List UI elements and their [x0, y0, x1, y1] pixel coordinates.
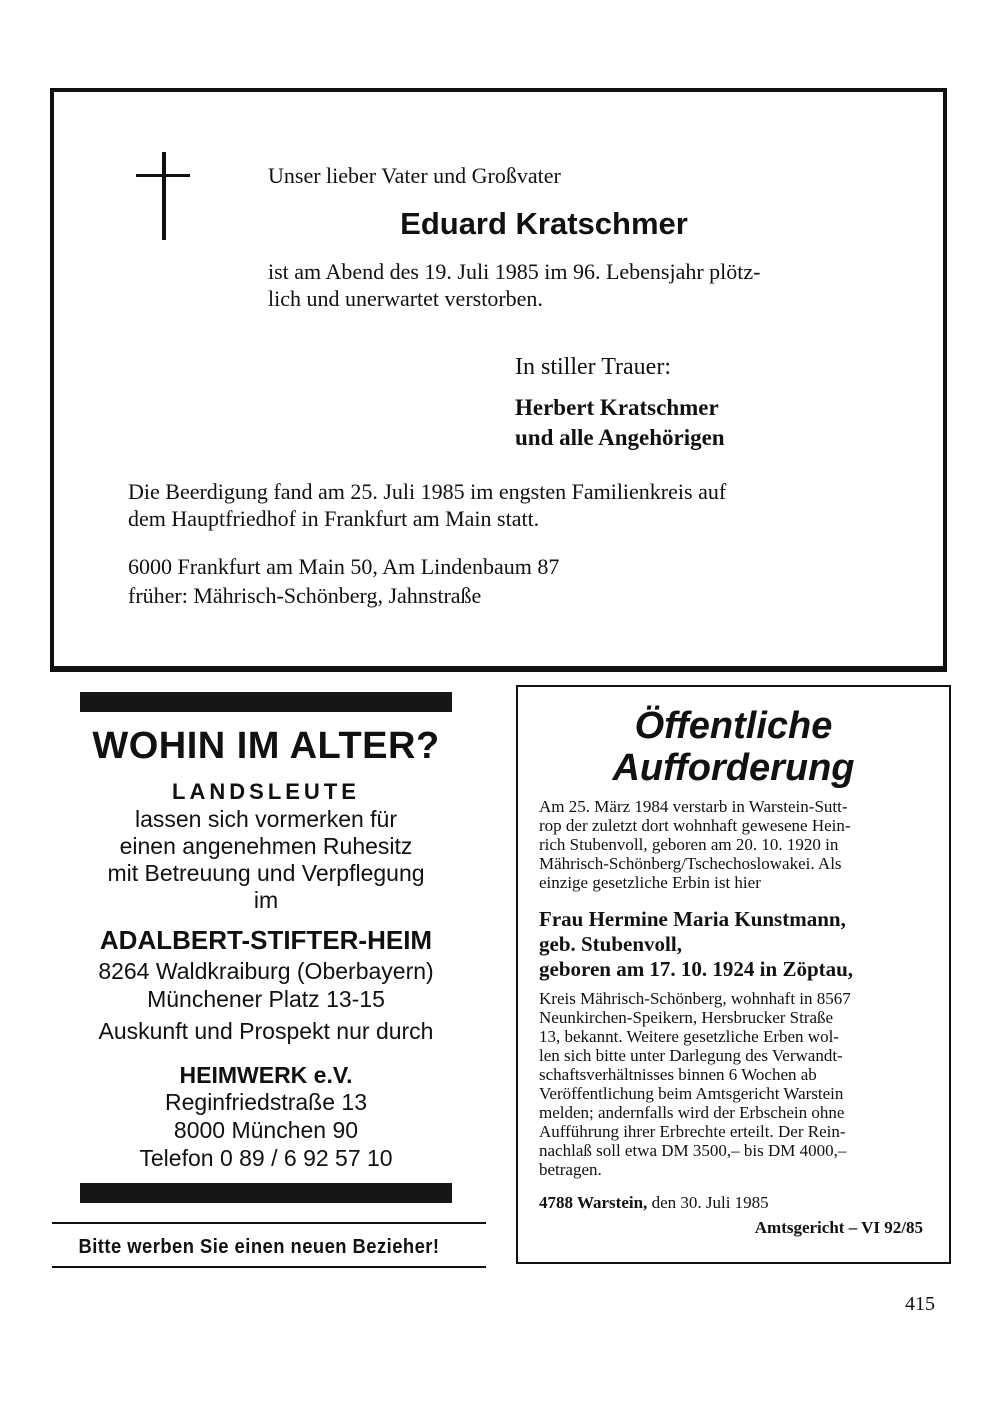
- mourner-name: Herbert Kratschmer: [515, 395, 719, 420]
- ad-home-name: ADALBERT-STIFTER-HEIM: [99, 925, 433, 955]
- text-line: 8000 München 90: [173, 1117, 359, 1143]
- notice-title: [518, 705, 949, 789]
- text-line: 13, bekannt. Weitere gesetzliche Erben wol-: [539, 1027, 839, 1046]
- ad-org-address: [60, 1088, 472, 1172]
- text-line: lich und unerwartet verstorben.: [268, 286, 543, 311]
- notice-place: 4788 Warstein,: [539, 1193, 648, 1212]
- ad-top-bar: [80, 692, 452, 712]
- ad-body: [70, 806, 462, 914]
- obituary-box: [50, 88, 947, 672]
- text-line: dem Hauptfriedhof in Frankfurt am Main statt.: [128, 506, 540, 531]
- ad-title: WOHIN IM ALTER?: [92, 725, 440, 767]
- text-line: im: [253, 887, 279, 913]
- mourning-label: In stiller Trauer:: [515, 354, 671, 380]
- text-line: Frau Hermine Maria Kunstmann,: [539, 907, 846, 931]
- text-line: Aufführung ihrer Erbrechte erteilt. Der Rein-: [539, 1122, 846, 1141]
- notice-place-date: [539, 1193, 931, 1212]
- notice-paragraph: [539, 989, 931, 1179]
- ad-home-address: [60, 957, 472, 1013]
- recruit-slogan: Bitte werben Sie einen neuen Bezieher!: [78, 1236, 440, 1258]
- text-line: lassen sich vormerken für: [134, 806, 398, 832]
- text-line: Mährisch-Schönberg/Tschechoslowakei. Als: [539, 854, 842, 873]
- text-line: Neunkirchen-Speikern, Hersbrucker Straße: [539, 1008, 834, 1027]
- text-line: ist am Abend des 19. Juli 1985 im 96. Lebensjahr plötz-: [268, 259, 761, 284]
- family-address: [128, 552, 918, 610]
- text-line: len sich bitte unter Darlegung des Verwandt-: [539, 1046, 843, 1065]
- text-line: 8264 Waldkraiburg (Oberbayern): [98, 958, 434, 984]
- heir-name: [539, 907, 931, 982]
- ad-info-line: Auskunft und Prospekt nur durch: [98, 1018, 434, 1044]
- text-line: schaftsverhältnisses binnen 6 Wochen ab: [539, 1065, 817, 1084]
- page-number: 415: [905, 1293, 935, 1315]
- mourner-family: und alle Angehörigen: [515, 425, 725, 450]
- text-line: einen angenehmen Ruhesitz: [119, 833, 413, 859]
- funeral-info: [128, 478, 918, 532]
- divider: [52, 1222, 486, 1224]
- deceased-name: Eduard Kratschmer: [400, 206, 688, 241]
- cross-icon: [162, 152, 166, 240]
- text-line: Aufforderung: [612, 747, 855, 789]
- divider: [52, 1266, 486, 1268]
- text-line: Telefon 0 89 / 6 92 57 10: [139, 1145, 393, 1171]
- text-line: 6000 Frankfurt am Main 50, Am Lindenbaum 87: [128, 554, 560, 579]
- text-line: rich Stubenvoll, geboren am 20. 10. 1920 in: [539, 835, 839, 854]
- ad-org-name: HEIMWERK e.V.: [179, 1062, 353, 1088]
- text-line: Reginfriedstraße 13: [165, 1089, 367, 1115]
- text-line: Münchener Platz 13-15: [147, 986, 385, 1012]
- text-line: geboren am 17. 10. 1924 in Zöptau,: [539, 957, 854, 981]
- text-line: melden; andernfalls wird der Erbschein ohne: [539, 1103, 845, 1122]
- obituary-intro: Unser lieber Vater und Großvater: [268, 163, 561, 188]
- text-line: Kreis Mährisch-Schönberg, wohnhaft in 8567: [539, 989, 851, 1008]
- text-line: betragen.: [539, 1160, 602, 1179]
- text-line: Öffentliche: [634, 705, 833, 747]
- public-notice-box: [516, 685, 951, 1264]
- court-reference: Amtsgericht – VI 92/85: [754, 1218, 923, 1237]
- text-line: einzige gesetzliche Erbin ist hier: [539, 873, 761, 892]
- notice-paragraph: [539, 797, 931, 892]
- text-line: Veröffentlichung beim Amtsgericht Warstein: [539, 1084, 844, 1103]
- text-line: geb. Stubenvoll,: [539, 932, 682, 956]
- ad-bottom-bar: [80, 1183, 452, 1203]
- ad-subtitle: LANDSLEUTE: [172, 779, 360, 804]
- text-line: nachlaß soll etwa DM 3500,– bis DM 4000,–: [539, 1141, 847, 1160]
- text-line: mit Betreuung und Verpflegung: [107, 860, 425, 886]
- cross-icon-bar: [136, 174, 190, 177]
- text-line: Die Beerdigung fand am 25. Juli 1985 im engsten Familienkreis auf: [128, 479, 727, 504]
- text-line: rop der zuletzt dort wohnhaft gewesene Hein-: [539, 816, 851, 835]
- text-line: früher: Mährisch-Schönberg, Jahnstraße: [128, 583, 482, 608]
- notice-date: den 30. Juli 1985: [651, 1193, 769, 1212]
- text-line: Am 25. März 1984 verstarb in Warstein-Sutt-: [539, 797, 848, 816]
- death-notice-text: [268, 258, 888, 312]
